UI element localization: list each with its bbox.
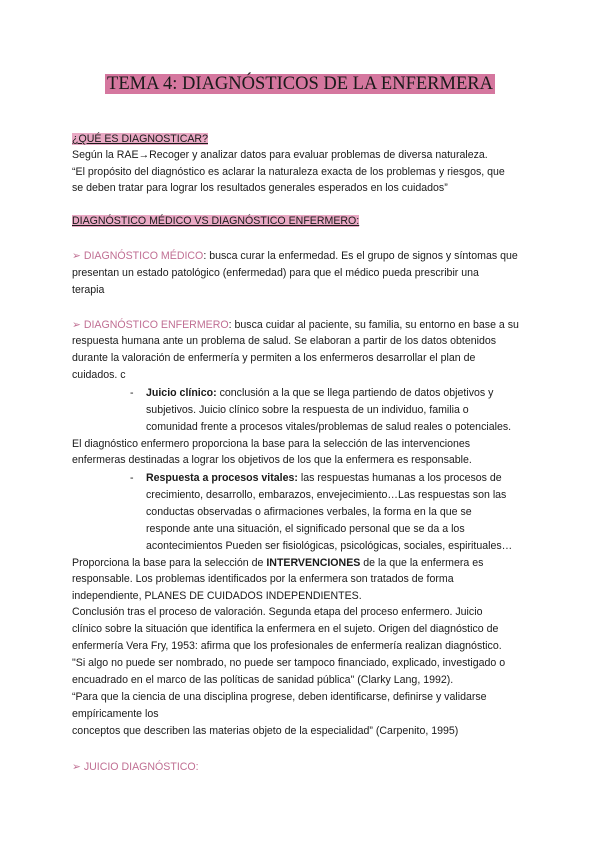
title-text: TEMA 4: DIAGNÓSTICOS DE LA ENFERMERA <box>107 74 493 94</box>
paragraph-line: enfermeras destinadas a lograr los objetivos de los que la enfermera es responsable. <box>72 454 472 466</box>
paragraph-line: enfermería Vera Fry, 1953: afirma que los profesionales de enfermería realizan diagnóstico. <box>72 640 502 652</box>
paragraph-line: “Para que la ciencia de una disciplina progrese, deben identificarse, definirse y validarse <box>72 691 487 703</box>
paragraph-line: durante la valoración de enfermería y permiten a los enfermeros desarrollar el plan de <box>72 352 476 364</box>
paragraph-line: “El propósito del diagnóstico es aclarar la naturaleza exacta de los problemas y riesgos, que <box>72 166 505 178</box>
paragraph-line: conductas observadas o afirmaciones verbales, la forma en la que se <box>146 506 472 518</box>
paragraph-line: clínico sobre la situación que identifica la enfermera en el sujeto. Origen del diagnóstico de <box>72 623 499 635</box>
paragraph-line: cuidados. c <box>72 369 126 381</box>
paragraph-line: presentan un estado patológico (enfermedad) para que el médico pueda prescribir una <box>72 267 479 279</box>
juicio-clinico-line: Juicio clínico: conclusión a la que se llega partiendo de datos objetivos y <box>146 387 494 399</box>
paragraph-line: "Si algo no puede ser nombrado, no puede ser tampoco financiado, explicado, investigado o <box>72 657 506 669</box>
paragraph-line: Según la RAE→Recoger y analizar datos para evaluar problemas de diversa naturaleza. <box>72 149 488 161</box>
paragraph-line: respuesta humana ante un problema de salud. Se elaboran a partir de los datos obtenidos <box>72 335 497 347</box>
paragraph-line: se deben tratar para lograr los resultados generales esperados en los cuidados” <box>72 182 448 194</box>
medico-paragraph-line: ➢ DIAGNÓSTICO MÉDICO: busca curar la enfermedad. Es el grupo de signos y síntomas que <box>72 250 518 262</box>
respuesta-line: Respuesta a procesos vitales: las respuestas humanas a los procesos de <box>146 472 502 484</box>
medico-label: ➢ DIAGNÓSTICO MÉDICO <box>72 250 204 262</box>
proporciona-line: Proporciona la base para la selección de INTERVENCIONES de la que la enfermera es <box>72 557 484 569</box>
bullet-dash: - <box>130 387 134 399</box>
bullet-dash: - <box>130 472 134 484</box>
paragraph-line: subjetivos. Juicio clínico sobre la respuesta de un individuo, familia o <box>146 404 469 416</box>
enfermero-paragraph-line: ➢ DIAGNÓSTICO ENFERMERO: busca cuidar al paciente, su familia, su entorno en base a su <box>72 319 519 331</box>
section-heading-medico-vs-enfermero: DIAGNÓSTICO MÉDICO VS DIAGNÓSTICO ENFERMERO: <box>72 215 360 227</box>
paragraph-line: El diagnóstico enfermero proporciona la base para la selección de las intervenciones <box>72 438 471 450</box>
paragraph-line: terapia <box>72 284 105 296</box>
juicio-diagnostico-heading: ➢ JUICIO DIAGNÓSTICO: <box>72 761 199 773</box>
paragraph-line: Conclusión tras el proceso de valoración. Segunda etapa del proceso enfermero. Juicio <box>72 606 483 618</box>
paragraph-line: responde ante una situación, el significado personal que se da a los <box>146 523 465 535</box>
paragraph-line: encuadrado en el marco de las políticas de sanidad pública" (Clarky Lang, 1992). <box>72 674 454 686</box>
paragraph-line: responsable. Los problemas identificados por la enfermera son tratados de forma <box>72 573 454 585</box>
paragraph-line: comunidad frente a procesos vitales/problemas de salud reales o potenciales. <box>146 421 512 433</box>
page-title <box>0 72 600 96</box>
paragraph-line: conceptos que describen las materias objeto de la especialidad” (Carpenito, 1995) <box>72 725 459 737</box>
paragraph-line: crecimiento, desarrollo, embarazos, envejecimiento…Las respuestas son las <box>146 489 507 501</box>
paragraph-line: acontecimientos Pueden ser fisiológicas, psicológicas, sociales, espirituales… <box>146 540 513 552</box>
section-heading-que-es: ¿QUÉ ES DIAGNOSTICAR? <box>72 133 208 145</box>
enfermero-label: ➢ DIAGNÓSTICO ENFERMERO <box>72 319 229 331</box>
paragraph-line: empíricamente los <box>72 708 159 720</box>
paragraph-line: independiente, PLANES DE CUIDADOS INDEPENDIENTES. <box>72 590 362 602</box>
